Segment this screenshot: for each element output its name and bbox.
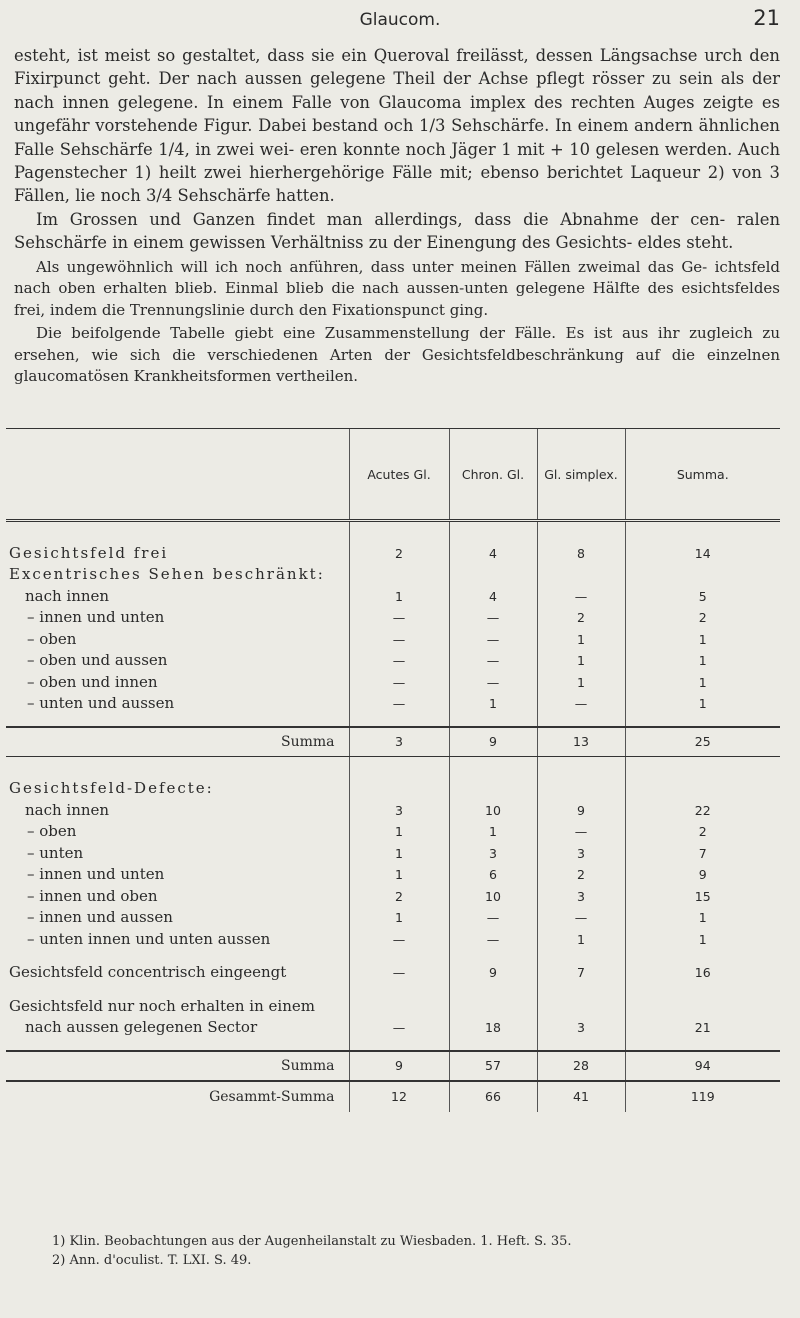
cell: — — [349, 962, 449, 984]
cell: 25 — [625, 727, 780, 757]
cell: — — [349, 693, 449, 715]
row-label: – unten innen und unten aussen — [27, 929, 271, 948]
footnotes — [52, 1232, 772, 1270]
table-row — [6, 586, 780, 608]
cell: 1 — [349, 907, 449, 929]
cell: 1 — [349, 821, 449, 843]
row-label: nach innen — [25, 586, 110, 605]
cell: 16 — [625, 962, 780, 984]
running-title: Glaucom. — [359, 10, 441, 30]
table-row — [6, 564, 780, 586]
cell: 3 — [449, 843, 537, 865]
row-label: – innen und aussen — [27, 908, 173, 926]
cell: 8 — [537, 543, 625, 565]
table-row — [6, 886, 780, 908]
cell: 10 — [449, 800, 537, 822]
row-label: – unten — [27, 843, 84, 862]
cell: 4 — [449, 586, 537, 608]
row-label: – oben — [27, 629, 77, 648]
cell: 7 — [537, 962, 625, 984]
paragraph: Im Grossen und Ganzen findet man allerdings, dass die Abnahme der cen- ralen Sehschärfe in einem gewissen Verhältniss zu der Einengung des Gesichts- eldes steht. — [14, 209, 780, 253]
cell: 1 — [349, 586, 449, 608]
table-row — [6, 929, 780, 951]
cell: 14 — [625, 543, 780, 565]
cell: 94 — [625, 1051, 780, 1081]
paragraph: Als ungewöhnlich will ich noch anführen, dass unter meinen Fällen zweimal das Ge- ichtsfeld nach oben erhalten blieb. Einmal blieb die nach aussen-unten gelegene Hälfte des esichtsfeldes frei, indem die Trennungslinie durch den Fixationspunct ging. — [14, 257, 780, 319]
table-row — [6, 821, 780, 843]
cell: 1 — [625, 672, 780, 694]
cell: 18 — [449, 1017, 537, 1039]
row-label: Gesichtsfeld frei — [9, 543, 169, 562]
table-row — [6, 962, 780, 984]
cell: 28 — [537, 1051, 625, 1081]
row-label: Excentrisches Sehen beschränkt: — [9, 565, 325, 583]
cell: 3 — [349, 727, 449, 757]
table-row — [6, 864, 780, 886]
row-label: – oben und aussen — [27, 651, 168, 669]
cell: — — [449, 672, 537, 694]
cell: 9 — [449, 727, 537, 757]
body-text — [14, 44, 780, 388]
column-header: Summa. — [625, 429, 780, 521]
summa-label: Summa — [6, 727, 349, 757]
row-label: nach aussen gelegenen Sector — [25, 1018, 258, 1036]
row-label: Gesichtsfeld-Defecte: — [9, 779, 214, 797]
table-row — [6, 672, 780, 694]
table-row — [6, 907, 780, 929]
cell: 15 — [625, 886, 780, 908]
table-row — [6, 543, 780, 565]
cell: 1 — [537, 629, 625, 651]
footnote: 1) Klin. Beobachtungen aus der Augenheilanstalt zu Wiesbaden. 1. Heft. S. 35. — [52, 1234, 572, 1249]
row-label: nach innen — [25, 800, 110, 819]
cell: — — [349, 650, 449, 672]
summa-label: Summa — [6, 1051, 349, 1081]
cell: 2 — [349, 886, 449, 908]
cell: — — [449, 907, 537, 929]
case-table — [6, 428, 780, 1112]
cell: 10 — [449, 886, 537, 908]
cell: — — [449, 929, 537, 951]
cell: 3 — [537, 886, 625, 908]
row-label: – innen und oben — [27, 886, 158, 905]
paragraph: Die beifolgende Tabelle giebt eine Zusammenstellung der Fälle. Es ist aus ihr zugleich zu ersehen, wie sich die verschiedenen Arten der Gesichtsfeldbeschränkung auf die einzelnen glaucomatösen Krankheitsformen vertheilen. — [14, 324, 780, 386]
column-header: Chron. Gl. — [449, 429, 537, 521]
row-label: – oben — [27, 822, 77, 840]
cell: 22 — [625, 800, 780, 822]
cell: 41 — [537, 1081, 625, 1112]
cell: 1 — [625, 907, 780, 929]
cell: — — [349, 672, 449, 694]
cell: 1 — [537, 672, 625, 694]
cell: — — [537, 821, 625, 843]
cell: 57 — [449, 1051, 537, 1081]
cell: 12 — [349, 1081, 449, 1112]
row-label: – oben und innen — [27, 672, 158, 691]
footnote: 2) Ann. d'oculist. T. LXI. S. 49. — [52, 1253, 252, 1268]
cell: 1 — [449, 821, 537, 843]
cell: — — [537, 907, 625, 929]
cell: 7 — [625, 843, 780, 865]
cell: 9 — [349, 1051, 449, 1081]
cell: 119 — [625, 1081, 780, 1112]
cell: 13 — [537, 727, 625, 757]
row-label: – unten und aussen — [27, 694, 175, 712]
paragraph: esteht, ist meist so gestaltet, dass sie ein Queroval freilässt, dessen Längsachse urch den Fixirpunct geht. Der nach aussen gelegene Theil der Achse pflegt rösser zu sein als der nach innen gelegene. In einem Falle von Glaucoma implex des rechten Auges zeigte es ungefähr vorstehende Figur. Dabei bestand och 1/3 Sehschärfe. In einem andern ähnlichen Falle Sehschärfe 1/4, in zwei wei- eren konnte noch Jäger 1 mit + 10 gelesen werden. Auch Pagenstecher 1) heilt zwei hierhergehörige Fälle mit; ebenso berichtet Laqueur 2) von 3 Fällen, lie noch 3/4 Sehschärfe hatten. — [14, 46, 780, 206]
total-label: Gesammt-Summa — [6, 1081, 349, 1112]
column-header: Acutes Gl. — [349, 429, 449, 521]
cell: 1 — [349, 864, 449, 886]
total-row — [6, 1081, 780, 1112]
table-header-row — [6, 429, 780, 521]
cell: — — [449, 650, 537, 672]
row-label: – innen und unten — [27, 865, 165, 883]
table-row — [6, 778, 780, 800]
table-header-empty — [6, 429, 349, 521]
table-row — [6, 629, 780, 651]
table-row — [6, 843, 780, 865]
column-header: Gl. simplex. — [537, 429, 625, 521]
cell: — — [537, 586, 625, 608]
cell: 1 — [625, 629, 780, 651]
summa-row — [6, 727, 780, 757]
cell: 3 — [537, 843, 625, 865]
cell: 66 — [449, 1081, 537, 1112]
summa-row — [6, 1051, 780, 1081]
cell: — — [349, 629, 449, 651]
cell: 1 — [625, 929, 780, 951]
table-row — [6, 1017, 780, 1039]
cell: 5 — [625, 586, 780, 608]
cell: 1 — [349, 843, 449, 865]
cell: — — [449, 629, 537, 651]
cell: 3 — [349, 800, 449, 822]
table-row — [6, 800, 780, 822]
cell: — — [349, 1017, 449, 1039]
cell: 2 — [625, 607, 780, 629]
cell: 9 — [537, 800, 625, 822]
cell: 1 — [537, 929, 625, 951]
cell: 21 — [625, 1017, 780, 1039]
cell: — — [349, 929, 449, 951]
cell: 9 — [625, 864, 780, 886]
cell: 2 — [537, 607, 625, 629]
page-number: 21 — [753, 6, 780, 30]
table-row — [6, 693, 780, 715]
cell: 9 — [449, 962, 537, 984]
cell: 6 — [449, 864, 537, 886]
row-label: Gesichtsfeld nur noch erhalten in einem — [9, 996, 315, 1015]
cell: 1 — [449, 693, 537, 715]
table-row — [6, 996, 780, 1018]
cell: 4 — [449, 543, 537, 565]
page-header — [0, 6, 800, 36]
table-row — [6, 607, 780, 629]
cell: 1 — [625, 650, 780, 672]
cell: 3 — [537, 1017, 625, 1039]
cell: 1 — [625, 693, 780, 715]
cell: — — [537, 693, 625, 715]
row-label: Gesichtsfeld concentrisch eingeengt — [9, 963, 287, 981]
cell: — — [449, 607, 537, 629]
cell: 2 — [537, 864, 625, 886]
table-row — [6, 650, 780, 672]
cell: 2 — [349, 543, 449, 565]
cell: — — [349, 607, 449, 629]
cell: 2 — [625, 821, 780, 843]
row-label: – innen und unten — [27, 608, 165, 626]
cell: 1 — [537, 650, 625, 672]
